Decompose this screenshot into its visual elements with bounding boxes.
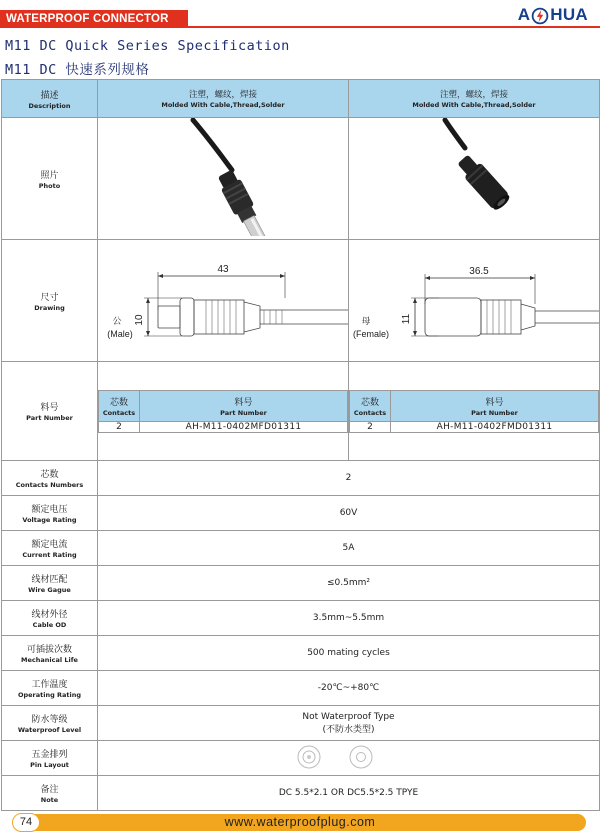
logo-suffix: HUA (550, 5, 588, 24)
logo-prefix: A (517, 5, 531, 24)
male-label-cn: 公 (112, 316, 122, 326)
male-part-cell (98, 362, 349, 461)
male-drawing (98, 240, 349, 362)
table-header-row (2, 80, 600, 118)
label-drawing: 尺寸 Drawing (2, 240, 98, 362)
section-banner (0, 10, 188, 28)
page-footer (0, 812, 600, 833)
spec-row (2, 671, 600, 706)
spec-row (2, 636, 600, 671)
value-pin-layout (98, 741, 600, 776)
label-photo: 照片 Photo (2, 118, 98, 240)
male-height-label: 10 (134, 314, 145, 326)
female-photo (349, 118, 600, 240)
part-number-header: 料号 Part Number (140, 390, 348, 421)
male-part-number: AH-M11-0402MFD01311 (140, 421, 348, 432)
female-length-label: 36.5 (469, 266, 489, 277)
male-contacts: 2 (99, 421, 140, 432)
male-connector-image (98, 118, 349, 236)
label-waterproof-level: 防水等级 Waterproof Level (2, 706, 98, 741)
value-voltage-rating: 60V (98, 496, 600, 531)
label-note: 备注 Note (2, 776, 98, 811)
label-operating-rating: 工作温度 Operating Rating (2, 671, 98, 706)
header-rule (188, 26, 600, 28)
female-label-cn: 母 (361, 316, 371, 326)
label-contacts-numbers: 芯数 Contacts Numbers (2, 461, 98, 496)
value-operating-rating: -20℃~+80℃ (98, 671, 600, 706)
female-part-number: AH-M11-0402FMD01311 (391, 421, 599, 432)
spec-row (2, 706, 600, 741)
spec-table (1, 79, 600, 811)
female-connector-image (349, 118, 600, 236)
value-note: DC 5.5*2.1 OR DC5.5*2.5 TPYE (98, 776, 600, 811)
page-number: 74 (12, 813, 40, 832)
label-current-rating: 额定电流 Current Rating (2, 531, 98, 566)
lightning-circle-icon (531, 7, 549, 25)
value-contacts-numbers: 2 (98, 461, 600, 496)
footer-url[interactable]: www.waterproofplug.com (224, 815, 376, 829)
pin-layout-diagram (289, 742, 409, 772)
spec-row (2, 496, 600, 531)
label-wire-gauge: 线材匹配 Wire Gague (2, 566, 98, 601)
photo-row (2, 118, 600, 240)
value-wire-gauge: ≤0.5mm² (98, 566, 600, 601)
label-cable-od: 线材外径 Cable OD (2, 601, 98, 636)
label-voltage-rating: 额定电压 Voltage Rating (2, 496, 98, 531)
value-cable-od: 3.5mm~5.5mm (98, 601, 600, 636)
value-current-rating: 5A (98, 531, 600, 566)
spec-row (2, 601, 600, 636)
drawing-row (2, 240, 600, 362)
female-label-en: (Female) (352, 329, 390, 339)
female-contacts: 2 (350, 421, 391, 432)
female-height-label: 11 (401, 313, 412, 325)
waterproof-value: Not Waterproof Type (302, 711, 395, 722)
title-english: M11 DC Quick Series Specification (5, 38, 290, 54)
value-waterproof-level (98, 706, 600, 741)
spec-row (2, 461, 600, 496)
waterproof-value-cn: (不防水类型) (322, 724, 375, 735)
part-number-row (2, 362, 600, 461)
header-male: 注塑，螺纹，焊接 Molded With Cable,Thread,Solder (98, 80, 349, 118)
female-drawing (349, 240, 600, 362)
spec-row (2, 776, 600, 811)
title-chinese: M11 DC 快速系列规格 (5, 62, 150, 78)
contacts-header: 芯数 Contacts (350, 390, 391, 421)
footer-bar (14, 814, 586, 831)
spec-row (2, 566, 600, 601)
value-mechanical-life: 500 mating cycles (98, 636, 600, 671)
page-header (0, 0, 600, 30)
label-mechanical-life: 可插拔次数 Mechanical Life (2, 636, 98, 671)
label-part-number: 料号 Part Number (2, 362, 98, 461)
male-photo (98, 118, 349, 240)
header-female: 注塑，螺纹，焊接 Molded With Cable,Thread,Solder (349, 80, 600, 118)
male-length-label: 43 (217, 264, 229, 275)
contacts-header: 芯数 Contacts (99, 390, 140, 421)
brand-logo (518, 4, 588, 26)
part-number-header: 料号 Part Number (391, 390, 599, 421)
spec-row (2, 741, 600, 776)
label-pin-layout: 五金排列 Pin Layout (2, 741, 98, 776)
female-part-cell (349, 362, 600, 461)
label-description: 描述 Description (2, 80, 98, 118)
spec-row (2, 531, 600, 566)
male-label-en: (Male) (107, 329, 133, 339)
male-dimension-drawing (98, 240, 349, 358)
female-dimension-drawing (349, 240, 600, 358)
section-title: WATERPROOF CONNECTOR (6, 13, 169, 25)
